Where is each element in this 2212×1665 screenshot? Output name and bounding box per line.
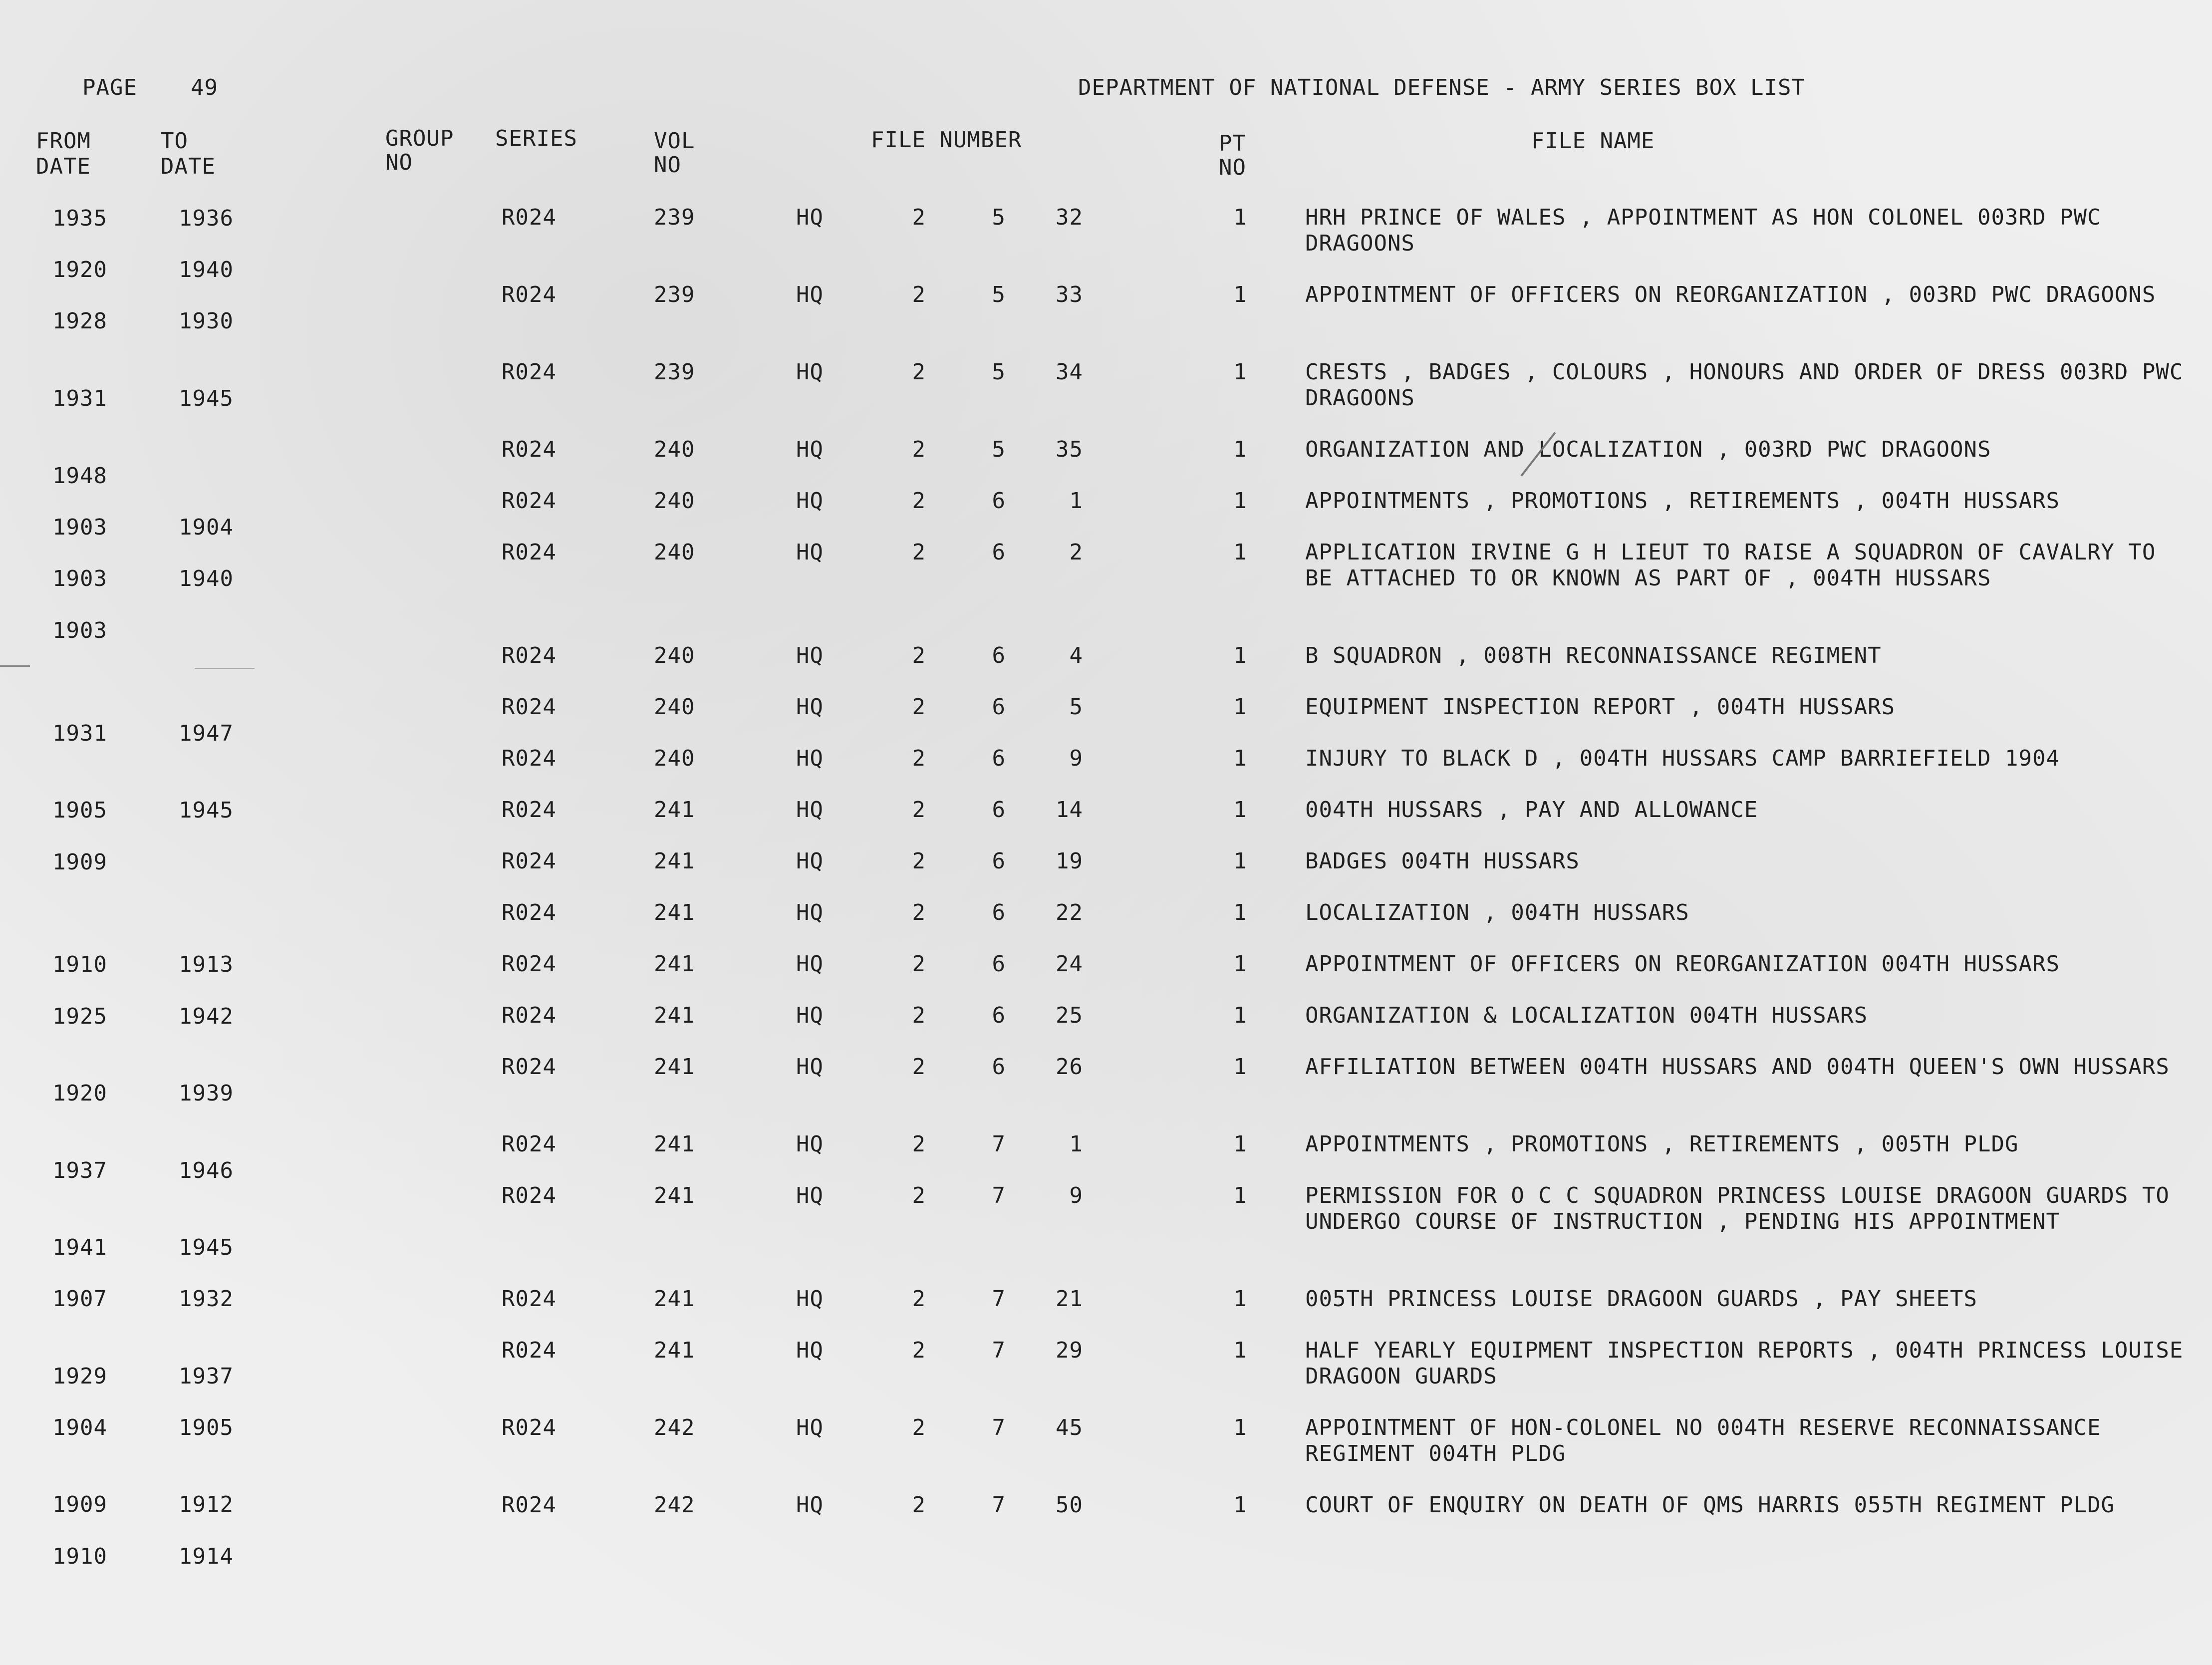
volume-cell: 239 (654, 282, 695, 307)
file-number-part1: 2 (912, 437, 926, 462)
from-date: 1925 (52, 1004, 107, 1029)
file-number-part1: 2 (912, 540, 926, 565)
hq-cell: HQ (796, 1415, 824, 1440)
series-cell: R024 (502, 1054, 556, 1080)
volume-cell: 241 (654, 797, 695, 823)
pt-number-cell: 1 (1233, 694, 1247, 720)
pt-number-cell: 1 (1233, 359, 1247, 385)
file-number-part3: 32 (1056, 205, 1083, 230)
file-number-part1: 2 (912, 1492, 926, 1518)
file-number-part1: 2 (912, 951, 926, 977)
header-from-date-line1: FROM (36, 128, 91, 154)
file-number-part3: 50 (1056, 1492, 1083, 1518)
pt-number-cell: 1 (1233, 848, 1247, 874)
hq-cell: HQ (796, 1492, 824, 1518)
hq-cell: HQ (796, 1054, 824, 1080)
file-number-part3: 26 (1056, 1054, 1083, 1080)
to-date: 1940 (179, 257, 234, 282)
pt-number-cell: 1 (1233, 797, 1247, 823)
from-date: 1903 (52, 618, 107, 643)
file-number-part3: 33 (1056, 282, 1083, 307)
pt-number-cell: 1 (1233, 1338, 1247, 1363)
series-cell: R024 (502, 1183, 556, 1208)
hq-cell: HQ (796, 797, 824, 823)
file-number-part3: 5 (1069, 694, 1083, 720)
from-date: 1948 (52, 463, 107, 489)
series-cell: R024 (502, 1286, 556, 1312)
file-name-cell: AFFILIATION BETWEEN 004TH HUSSARS AND 004TH QUEEN'S OWN HUSSARS (1305, 1054, 2170, 1080)
from-date: 1920 (52, 1081, 107, 1106)
header-group-no-line1: GROUP (385, 126, 454, 151)
from-date: 1909 (52, 1492, 107, 1517)
header-to-date-line2: DATE (161, 154, 216, 179)
scan-mark (195, 668, 255, 669)
to-date: 1930 (179, 308, 234, 334)
file-number-part2: 7 (992, 1131, 1006, 1157)
volume-cell: 240 (654, 643, 695, 668)
file-number-part2: 6 (992, 848, 1006, 874)
file-number-part2: 7 (992, 1183, 1006, 1208)
from-date: 1931 (52, 721, 107, 746)
to-date: 1945 (179, 1235, 234, 1260)
file-name-cell: INJURY TO BLACK D , 004TH HUSSARS CAMP BARRIEFIELD 1904 (1305, 746, 2060, 771)
series-cell: R024 (502, 1338, 556, 1363)
to-date: 1940 (179, 566, 234, 591)
pt-number-cell: 1 (1233, 1183, 1247, 1208)
file-name-cell: APPLICATION IRVINE G H LIEUT TO RAISE A SQUADRON OF CAVALRY TO BE ATTACHED TO OR KNOWN AS PART OF , 004TH HUSSARS (1305, 540, 2156, 591)
series-cell: R024 (502, 900, 556, 925)
hq-cell: HQ (796, 488, 824, 514)
from-date: 1910 (52, 1544, 107, 1569)
file-number-part2: 5 (992, 437, 1006, 462)
volume-cell: 239 (654, 359, 695, 385)
to-date: 1937 (179, 1364, 234, 1389)
file-number-part1: 2 (912, 1054, 926, 1080)
file-name-cell: 004TH HUSSARS , PAY AND ALLOWANCE (1305, 797, 1758, 823)
file-name-cell: APPOINTMENT OF OFFICERS ON REORGANIZATION 004TH HUSSARS (1305, 951, 2060, 977)
from-date: 1907 (52, 1286, 107, 1312)
series-cell: R024 (502, 694, 556, 720)
series-cell: R024 (502, 797, 556, 823)
pt-number-cell: 1 (1233, 1131, 1247, 1157)
file-number-part3: 14 (1056, 797, 1083, 823)
file-name-cell: APPOINTMENT OF OFFICERS ON REORGANIZATION , 003RD PWC DRAGOONS (1305, 282, 2156, 307)
volume-cell: 241 (654, 1054, 695, 1080)
file-number-part2: 6 (992, 643, 1006, 668)
file-number-part1: 2 (912, 746, 926, 771)
volume-cell: 241 (654, 900, 695, 925)
to-date: 1912 (179, 1492, 234, 1517)
series-cell: R024 (502, 1131, 556, 1157)
file-number-part3: 22 (1056, 900, 1083, 925)
file-name-cell: APPOINTMENTS , PROMOTIONS , RETIREMENTS , 004TH HUSSARS (1305, 488, 2060, 514)
pt-number-cell: 1 (1233, 951, 1247, 977)
page-number: 49 (191, 75, 218, 100)
series-cell: R024 (502, 643, 556, 668)
hq-cell: HQ (796, 951, 824, 977)
series-cell: R024 (502, 1415, 556, 1440)
from-date: 1905 (52, 798, 107, 823)
file-name-cell: 005TH PRINCESS LOUISE DRAGOON GUARDS , PAY SHEETS (1305, 1286, 1978, 1312)
file-number-part2: 6 (992, 1054, 1006, 1080)
from-date: 1935 (52, 206, 107, 231)
volume-cell: 241 (654, 1131, 695, 1157)
scan-mark (0, 665, 30, 667)
file-number-part1: 2 (912, 1183, 926, 1208)
file-number-part1: 2 (912, 488, 926, 514)
file-number-part1: 2 (912, 1003, 926, 1028)
volume-cell: 239 (654, 205, 695, 230)
file-number-part1: 2 (912, 1415, 926, 1440)
pt-number-cell: 1 (1233, 900, 1247, 925)
file-number-part3: 45 (1056, 1415, 1083, 1440)
file-number-part3: 2 (1069, 540, 1083, 565)
volume-cell: 241 (654, 1183, 695, 1208)
to-date: 1904 (179, 515, 234, 540)
pt-number-cell: 1 (1233, 1492, 1247, 1518)
header-pt-no-line1: PT (1219, 131, 1246, 156)
from-date: 1910 (52, 952, 107, 977)
pt-number-cell: 1 (1233, 643, 1247, 668)
file-number-part3: 1 (1069, 488, 1083, 514)
pt-number-cell: 1 (1233, 1003, 1247, 1028)
pt-number-cell: 1 (1233, 437, 1247, 462)
volume-cell: 240 (654, 746, 695, 771)
file-name-cell: B SQUADRON , 008TH RECONNAISSANCE REGIMENT (1305, 643, 1882, 668)
volume-cell: 240 (654, 488, 695, 514)
file-number-part2: 6 (992, 1003, 1006, 1028)
file-number-part1: 2 (912, 1286, 926, 1312)
page-label: PAGE (82, 75, 137, 100)
pt-number-cell: 1 (1233, 1415, 1247, 1440)
file-number-part2: 5 (992, 359, 1006, 385)
series-cell: R024 (502, 359, 556, 385)
from-date: 1931 (52, 386, 107, 411)
pt-number-cell: 1 (1233, 488, 1247, 514)
file-number-part1: 2 (912, 359, 926, 385)
file-number-part2: 6 (992, 797, 1006, 823)
file-number-part3: 19 (1056, 848, 1083, 874)
file-number-part1: 2 (912, 797, 926, 823)
file-name-cell: COURT OF ENQUIRY ON DEATH OF QMS HARRIS 055TH REGIMENT PLDG (1305, 1492, 2115, 1518)
file-name-cell: PERMISSION FOR O C C SQUADRON PRINCESS LOUISE DRAGOON GUARDS TO UNDERGO COURSE OF INSTRUCTION , PENDING HIS APPOINTMENT (1305, 1183, 2170, 1234)
file-name-cell: APPOINTMENTS , PROMOTIONS , RETIREMENTS , 005TH PLDG (1305, 1131, 2019, 1157)
file-number-part3: 1 (1069, 1131, 1083, 1157)
file-number-part3: 9 (1069, 746, 1083, 771)
file-number-part1: 2 (912, 848, 926, 874)
pt-number-cell: 1 (1233, 1054, 1247, 1080)
to-date: 1936 (179, 206, 234, 231)
to-date: 1914 (179, 1544, 234, 1569)
hq-cell: HQ (796, 282, 824, 307)
header-series: SERIES (495, 126, 577, 151)
file-number-part2: 5 (992, 205, 1006, 230)
header-vol-no-line2: NO (654, 152, 681, 178)
hq-cell: HQ (796, 900, 824, 925)
file-number-part2: 6 (992, 900, 1006, 925)
hq-cell: HQ (796, 540, 824, 565)
header-from-date-line2: DATE (36, 154, 91, 179)
volume-cell: 240 (654, 694, 695, 720)
header-file-name: FILE NAME (1531, 128, 1655, 154)
volume-cell: 242 (654, 1415, 695, 1440)
file-number-part2: 6 (992, 694, 1006, 720)
series-cell: R024 (502, 437, 556, 462)
file-name-cell: LOCALIZATION , 004TH HUSSARS (1305, 900, 1689, 925)
hq-cell: HQ (796, 1183, 824, 1208)
hq-cell: HQ (796, 1286, 824, 1312)
to-date: 1905 (179, 1415, 234, 1440)
series-cell: R024 (502, 205, 556, 230)
pt-number-cell: 1 (1233, 1286, 1247, 1312)
file-number-part2: 5 (992, 282, 1006, 307)
series-cell: R024 (502, 488, 556, 514)
file-number-part3: 24 (1056, 951, 1083, 977)
volume-cell: 241 (654, 1338, 695, 1363)
series-cell: R024 (502, 1492, 556, 1518)
hq-cell: HQ (796, 359, 824, 385)
file-name-cell: ORGANIZATION & LOCALIZATION 004TH HUSSARS (1305, 1003, 1868, 1028)
file-name-cell: APPOINTMENT OF HON-COLONEL NO 004TH RESERVE RECONNAISSANCE REGIMENT 004TH PLDG (1305, 1415, 2101, 1466)
file-name-cell: CRESTS , BADGES , COLOURS , HONOURS AND ORDER OF DRESS 003RD PWC DRAGOONS (1305, 359, 2184, 411)
from-date: 1903 (52, 515, 107, 540)
pt-number-cell: 1 (1233, 205, 1247, 230)
series-cell: R024 (502, 540, 556, 565)
file-number-part2: 7 (992, 1338, 1006, 1363)
file-number-part3: 21 (1056, 1286, 1083, 1312)
file-number-part2: 6 (992, 488, 1006, 514)
volume-cell: 241 (654, 1286, 695, 1312)
pt-number-cell: 1 (1233, 540, 1247, 565)
file-number-part3: 29 (1056, 1338, 1083, 1363)
file-number-part1: 2 (912, 643, 926, 668)
hq-cell: HQ (796, 1003, 824, 1028)
series-cell: R024 (502, 1003, 556, 1028)
from-date: 1920 (52, 257, 107, 282)
file-number-part3: 34 (1056, 359, 1083, 385)
document-title: DEPARTMENT OF NATIONAL DEFENSE - ARMY SERIES BOX LIST (1078, 75, 1805, 100)
header-vol-no-line1: VOL (654, 128, 695, 154)
file-name-cell: HRH PRINCE OF WALES , APPOINTMENT AS HON COLONEL 003RD PWC DRAGOONS (1305, 205, 2101, 256)
pt-number-cell: 1 (1233, 282, 1247, 307)
file-name-cell: BADGES 004TH HUSSARS (1305, 848, 1580, 874)
file-number-part1: 2 (912, 282, 926, 307)
hq-cell: HQ (796, 746, 824, 771)
from-date: 1929 (52, 1364, 107, 1389)
file-name-cell: ORGANIZATION AND LOCALIZATION , 003RD PWC DRAGOONS (1305, 437, 1991, 462)
file-number-part1: 2 (912, 205, 926, 230)
hq-cell: HQ (796, 1338, 824, 1363)
pt-number-cell: 1 (1233, 746, 1247, 771)
volume-cell: 241 (654, 1003, 695, 1028)
file-number-part2: 6 (992, 746, 1006, 771)
to-date: 1946 (179, 1158, 234, 1183)
from-date: 1903 (52, 566, 107, 591)
file-number-part2: 7 (992, 1286, 1006, 1312)
header-to-date-line1: TO (161, 128, 188, 154)
file-number-part1: 2 (912, 900, 926, 925)
to-date: 1939 (179, 1081, 234, 1106)
file-number-part3: 9 (1069, 1183, 1083, 1208)
volume-cell: 242 (654, 1492, 695, 1518)
from-date: 1904 (52, 1415, 107, 1440)
header-group-no-line2: NO (385, 150, 413, 175)
file-name-cell: EQUIPMENT INSPECTION REPORT , 004TH HUSSARS (1305, 694, 1896, 720)
file-number-part2: 6 (992, 540, 1006, 565)
hq-cell: HQ (796, 437, 824, 462)
file-number-part1: 2 (912, 694, 926, 720)
file-number-part2: 7 (992, 1492, 1006, 1518)
to-date: 1945 (179, 798, 234, 823)
hq-cell: HQ (796, 205, 824, 230)
file-number-part2: 6 (992, 951, 1006, 977)
to-date: 1942 (179, 1004, 234, 1029)
from-date: 1941 (52, 1235, 107, 1260)
from-date: 1928 (52, 308, 107, 334)
series-cell: R024 (502, 848, 556, 874)
volume-cell: 240 (654, 540, 695, 565)
to-date: 1947 (179, 721, 234, 746)
hq-cell: HQ (796, 1131, 824, 1157)
series-cell: R024 (502, 951, 556, 977)
from-date: 1909 (52, 849, 107, 875)
to-date: 1913 (179, 952, 234, 977)
file-number-part1: 2 (912, 1131, 926, 1157)
header-pt-no-line2: NO (1219, 155, 1246, 180)
file-number-part1: 2 (912, 1338, 926, 1363)
hq-cell: HQ (796, 848, 824, 874)
hq-cell: HQ (796, 694, 824, 720)
series-cell: R024 (502, 282, 556, 307)
file-number-part3: 35 (1056, 437, 1083, 462)
file-name-cell: HALF YEARLY EQUIPMENT INSPECTION REPORTS , 004TH PRINCESS LOUISE DRAGOON GUARDS (1305, 1338, 2184, 1389)
volume-cell: 241 (654, 951, 695, 977)
file-number-part2: 7 (992, 1415, 1006, 1440)
series-cell: R024 (502, 746, 556, 771)
volume-cell: 241 (654, 848, 695, 874)
from-date: 1937 (52, 1158, 107, 1183)
to-date: 1945 (179, 386, 234, 411)
to-date: 1932 (179, 1286, 234, 1312)
header-file-number: FILE NUMBER (871, 127, 1022, 153)
volume-cell: 240 (654, 437, 695, 462)
file-number-part3: 25 (1056, 1003, 1083, 1028)
file-number-part3: 4 (1069, 643, 1083, 668)
hq-cell: HQ (796, 643, 824, 668)
